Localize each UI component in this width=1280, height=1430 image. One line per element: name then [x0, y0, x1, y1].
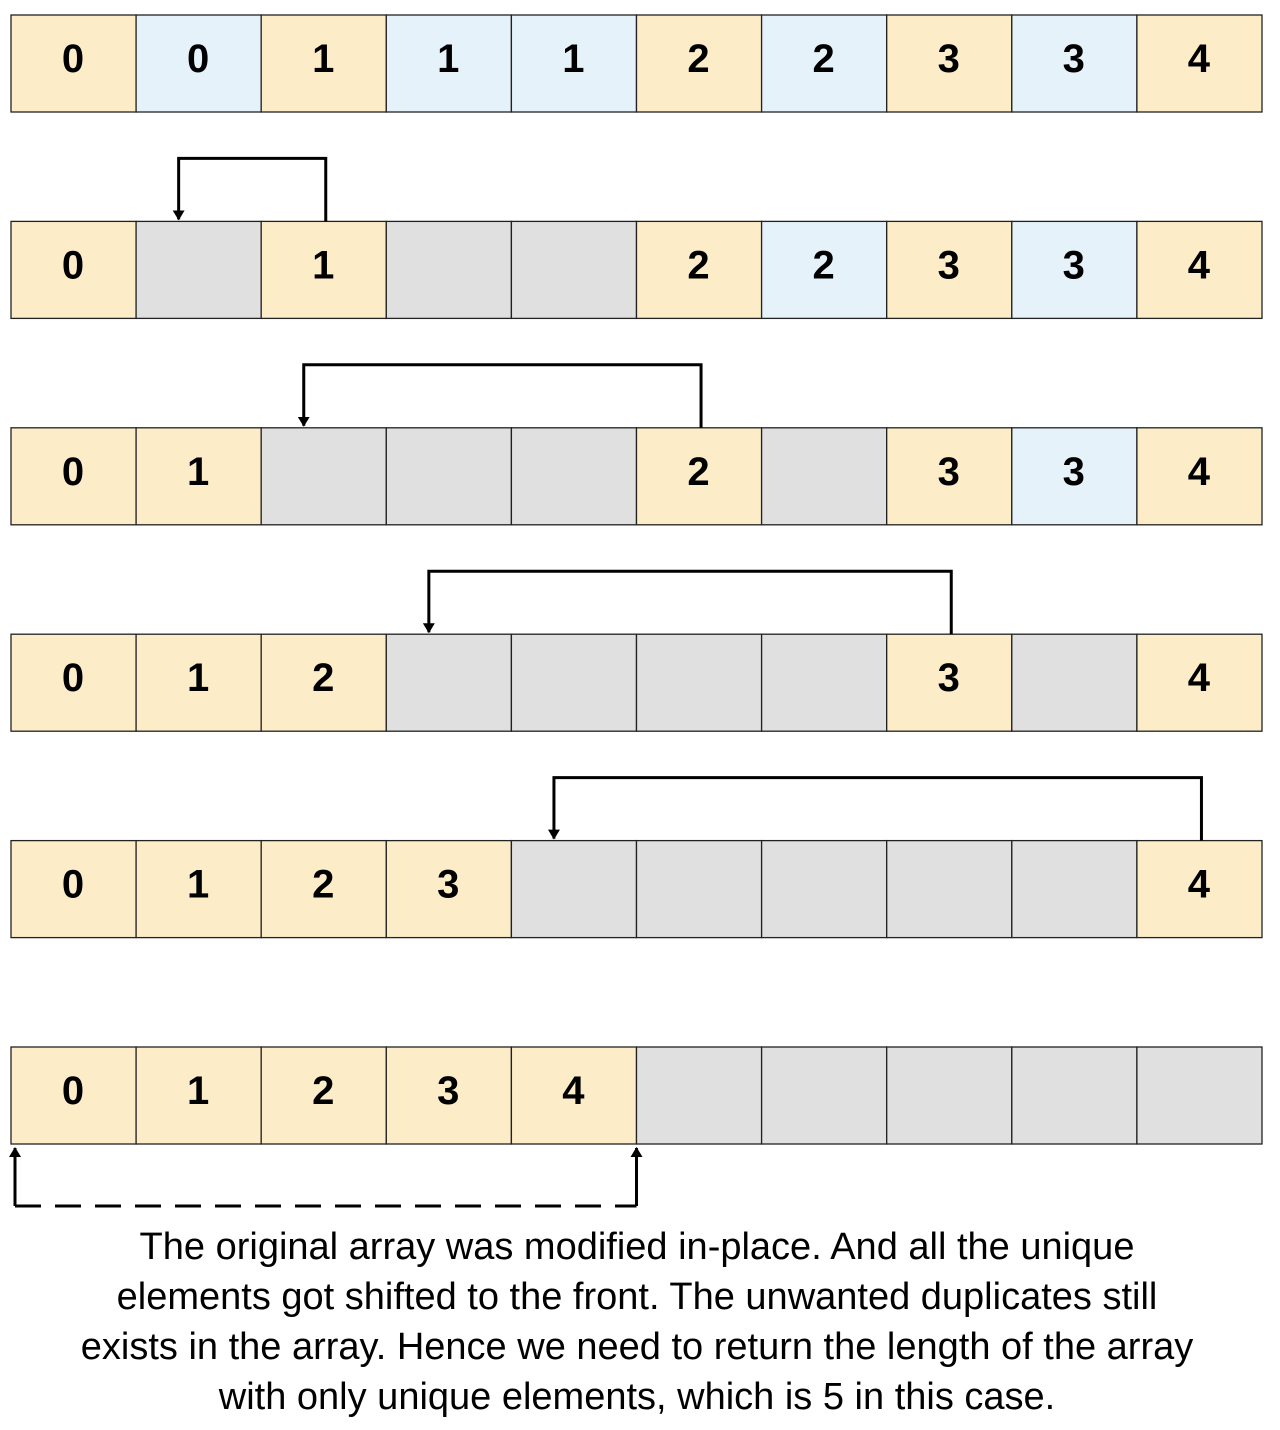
move-arrow	[554, 778, 1201, 841]
array-cell-empty	[261, 428, 386, 525]
caption-line-4: with only unique elements, which is 5 in this case.	[218, 1376, 1056, 1418]
array-row	[11, 428, 1262, 525]
cell-value: 3	[937, 449, 960, 494]
array-cell-empty	[386, 634, 511, 731]
move-arrow	[304, 365, 701, 428]
array-cell-empty	[386, 221, 511, 318]
cell-value: 0	[61, 656, 85, 701]
array-row	[11, 221, 1262, 318]
cell-value: 1	[312, 243, 335, 288]
cell-value: 2	[687, 449, 710, 494]
array-cell-empty	[511, 841, 636, 938]
cell-value: 1	[312, 37, 335, 81]
cell-value: 2	[687, 243, 710, 288]
cell-value: 3	[937, 243, 960, 288]
cell-value: 0	[61, 1069, 85, 1113]
caption-line-1: The original array was modified in-place. And all the unique	[139, 1226, 1135, 1268]
cell-value: 2	[312, 656, 335, 701]
cell-value: 2	[312, 1069, 335, 1113]
array-cell-empty	[1012, 634, 1137, 731]
array-cell-empty	[887, 1047, 1012, 1144]
array-cell-empty	[762, 841, 887, 938]
move-arrow	[179, 158, 326, 221]
explanation-caption	[0, 1222, 1274, 1422]
cell-value: 2	[687, 37, 710, 81]
cell-value: 3	[937, 37, 960, 81]
array-row	[11, 15, 1262, 112]
cell-value: 1	[186, 862, 210, 907]
array-row	[11, 634, 1262, 731]
cell-value: 4	[1187, 449, 1211, 494]
cell-value: 3	[1062, 449, 1085, 494]
array-cell-empty	[511, 634, 636, 731]
array-cell-empty	[887, 841, 1012, 938]
cell-value: 1	[186, 449, 210, 494]
array-row	[11, 1047, 1262, 1144]
array-cell-empty	[511, 428, 636, 525]
cell-value: 0	[61, 37, 85, 81]
cell-value: 4	[562, 1069, 585, 1113]
cell-value: 2	[312, 862, 335, 907]
array-cell-empty	[762, 428, 887, 525]
cell-value: 3	[937, 656, 960, 701]
array-cell-empty	[386, 428, 511, 525]
array-row	[11, 841, 1262, 938]
length-bracket	[15, 1148, 637, 1206]
caption-line-2: elements got shifted to the front. The unwanted duplicates still	[116, 1276, 1158, 1318]
cell-value: 0	[186, 37, 210, 81]
cell-value: 3	[1062, 243, 1085, 288]
array-cell-empty	[637, 1047, 762, 1144]
cell-value: 3	[437, 862, 460, 907]
cell-value: 0	[61, 449, 85, 494]
array-cell-empty	[637, 634, 762, 731]
cell-value: 1	[186, 656, 210, 701]
cell-value: 3	[1062, 37, 1085, 81]
cell-value: 3	[437, 1069, 460, 1113]
array-cell-empty	[136, 221, 261, 318]
array-cell-empty	[1137, 1047, 1262, 1144]
array-cell-empty	[762, 1047, 887, 1144]
cell-value: 4	[1187, 37, 1211, 81]
move-arrow	[429, 571, 951, 634]
cell-value: 1	[437, 37, 460, 81]
cell-value: 2	[812, 243, 835, 288]
cell-value: 1	[186, 1069, 210, 1113]
array-cell-empty	[1012, 1047, 1137, 1144]
cell-value: 1	[562, 37, 585, 81]
cell-value: 2	[812, 37, 835, 81]
caption-line-3: exists in the array. Hence we need to return the length of the array	[80, 1326, 1194, 1368]
array-cell-empty	[511, 221, 636, 318]
array-cell-empty	[762, 634, 887, 731]
cell-value: 4	[1187, 243, 1211, 288]
cell-value: 0	[61, 243, 85, 288]
array-cell-empty	[1012, 841, 1137, 938]
cell-value: 4	[1187, 862, 1211, 907]
array-cell-empty	[637, 841, 762, 938]
cell-value: 0	[61, 862, 85, 907]
cell-value: 4	[1187, 656, 1211, 701]
